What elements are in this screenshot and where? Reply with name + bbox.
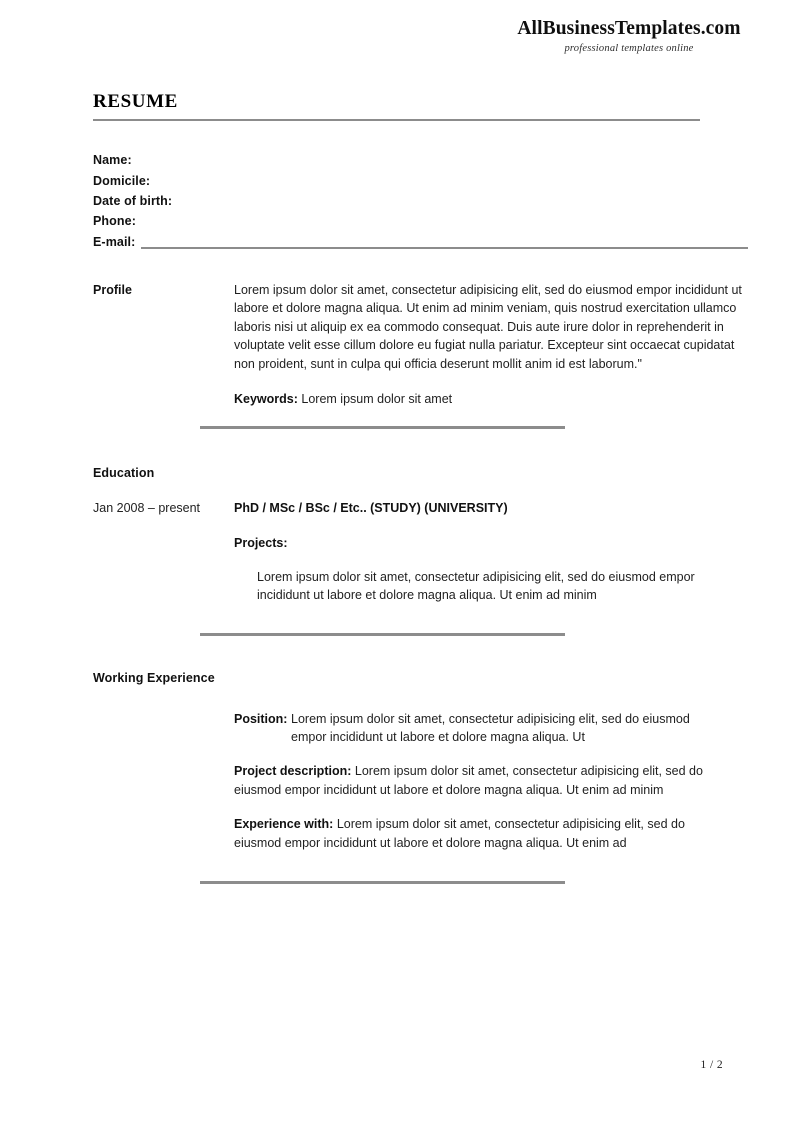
experience-with-label: Experience with:	[234, 817, 334, 832]
brand-logo	[499, 18, 759, 54]
profile-text: Lorem ipsum dolor sit amet, consectetur adipisicing elit, sed do eiusmod empor incididunt ut labore et dolore magna aliqua. Ut enim ad minim veniam, quis nostrud exercitation ullamco laboris nisi ut aliquip ex ea commodo consequat. Duis aute irure dolor in reprehenderit in voluptate velit esse cillum dolore eu fugiat nulla pariatur. Excepteur sint occaecat cupidatat non proident, sunt in culpa qui officia deserunt mollit anim id est laborum."	[234, 282, 742, 371]
position-row	[234, 710, 706, 747]
education-entry	[93, 499, 748, 517]
keywords-value: Lorem ipsum dolor sit amet	[301, 391, 453, 406]
education-projects-label: Projects:	[234, 535, 288, 550]
field-name	[93, 150, 748, 170]
position-value: Lorem ipsum dolor sit amet, consectetur adipisicing elit, sed do eiusmod empor incididunt ut labore et dolore magna aliqua. Ut	[291, 711, 690, 744]
section-divider-education	[200, 633, 565, 636]
project-description-row	[234, 762, 706, 799]
profile-keywords	[234, 390, 748, 408]
field-email	[93, 232, 748, 252]
field-date-of-birth	[93, 191, 748, 211]
position-label: Position:	[234, 711, 288, 726]
working-experience-entry	[234, 710, 706, 852]
section-divider-profile	[200, 426, 565, 429]
education-period: Jan 2008 – present	[93, 501, 201, 516]
brand-tagline: professional templates online	[564, 43, 694, 55]
document-body	[93, 92, 748, 884]
education-heading: Education	[93, 466, 155, 481]
field-phone-label: Phone:	[93, 214, 136, 229]
keywords-label: Keywords:	[234, 391, 298, 406]
brand-name: AllBusinessTemplates.com	[517, 18, 741, 39]
experience-with-value: Lorem ipsum dolor sit amet, consectetur adipisicing elit, sed do eiusmod empor incididunt ut labore et dolore magna aliqua. Ut enim ad	[234, 817, 685, 850]
project-description-value: Lorem ipsum dolor sit amet, consectetur adipisicing elit, sed do eiusmod empor incididunt ut labore et dolore magna aliqua. Ut enim ad minim	[234, 764, 703, 797]
page-title: RESUME	[93, 91, 178, 112]
education-degree: PhD / MSc / BSc / Etc.. (STUDY) (UNIVERSITY)	[234, 501, 508, 516]
experience-with-row	[234, 815, 706, 852]
personal-details	[93, 150, 748, 251]
project-description-label: Project description:	[234, 764, 352, 779]
title-divider	[93, 119, 700, 122]
working-experience-heading: Working Experience	[93, 670, 215, 685]
profile-section	[93, 281, 748, 373]
page-footer: 1 / 2	[700, 1059, 723, 1071]
field-phone	[93, 211, 748, 231]
field-domicile-label: Domicile:	[93, 173, 151, 188]
field-name-label: Name:	[93, 153, 132, 168]
field-email-label: E-mail:	[93, 234, 136, 249]
email-divider	[141, 247, 748, 249]
field-domicile	[93, 171, 748, 191]
education-projects-text: Lorem ipsum dolor sit amet, consectetur adipisicing elit, sed do eiusmod empor incididunt ut labore et dolore magna aliqua. Ut enim ad minim	[257, 569, 695, 603]
section-divider-working-experience	[200, 881, 565, 884]
profile-label: Profile	[93, 282, 132, 297]
field-date-of-birth-label: Date of birth:	[93, 193, 173, 208]
